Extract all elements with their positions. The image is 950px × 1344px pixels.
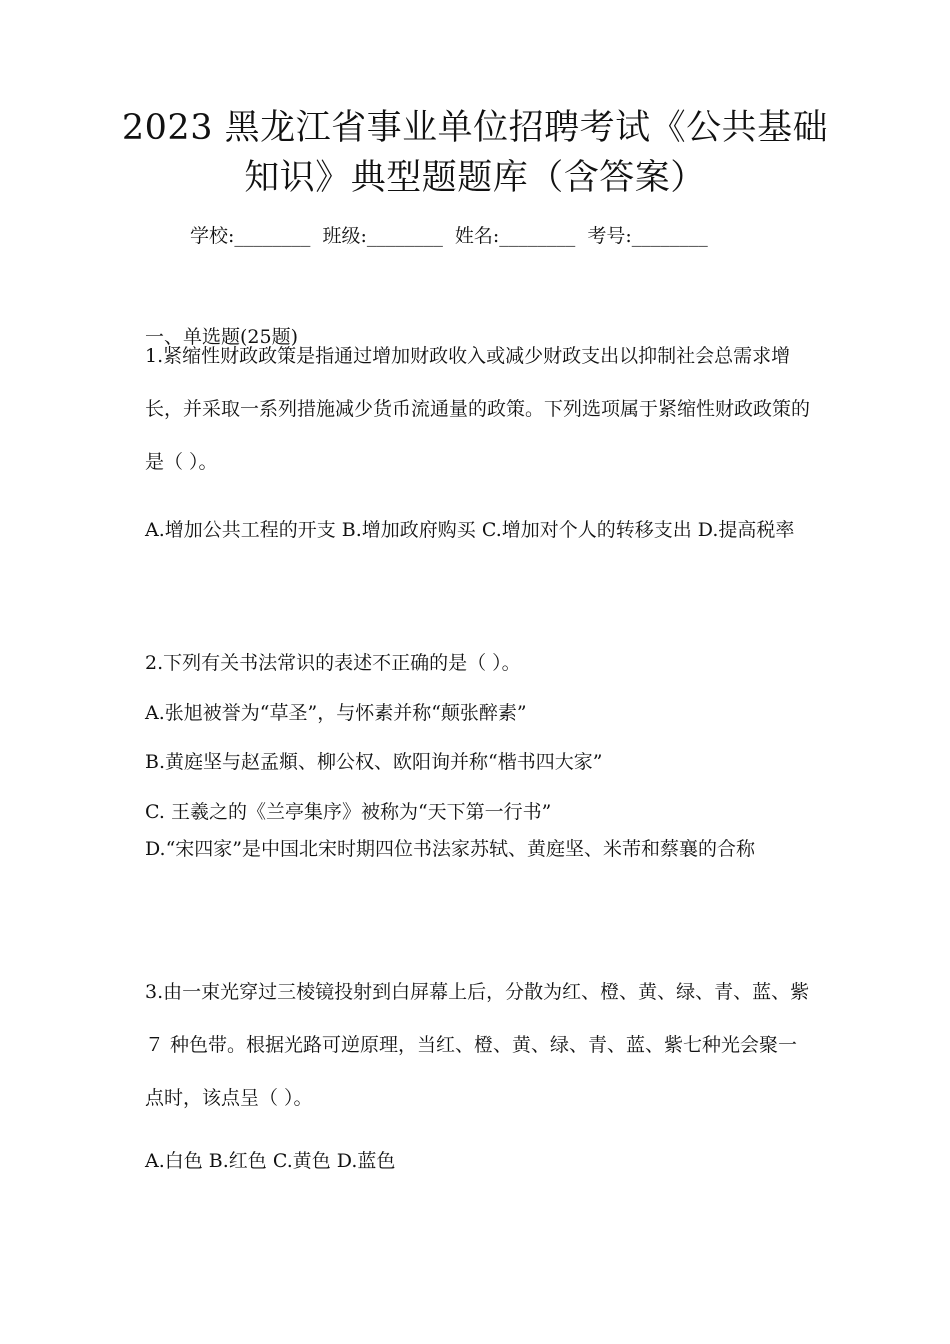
question-2-option-b: B.黄庭坚与赵孟頫、柳公权、欧阳询并称“楷书四大家” [145, 751, 603, 773]
student-info-row [190, 220, 810, 252]
question-2-option-a: A.张旭被誉为“草圣”，与怀素并称“颠张醉素” [145, 702, 527, 724]
name-field: 姓名:________ [454, 225, 576, 247]
class-field: 班级:________ [322, 225, 443, 247]
document-title-line-2: 知识》典型题题库（含答案） [244, 158, 706, 198]
document-title-line-1: 2023 黑龙江省事业单位招聘考试《公共基础 [121, 108, 829, 148]
question-3-stem: 3.由一束光穿过三棱镜投射到白屏幕上后，分散为红、橙、黄、绿、青、蓝、紫７ 种色带。根据光路可逆原理，当红、橙、黄、绿、青、蓝、紫七种光会聚一点时，该点呈（ ）。 [145, 981, 810, 1109]
question-1-options: A.增加公共工程的开支 B.增加政府购买 C.增加对个人的转移支出 D.提高税率 [145, 519, 795, 541]
question-3-options: A.白色 B.红色 C.黄色 D.蓝色 [145, 1150, 396, 1172]
question-2-stem: 2.下列有关书法常识的表述不正确的是（ ）。 [145, 652, 521, 674]
question-1-stem: 1.紧缩性财政政策是指通过增加财政收入或减少财政支出以抑制社会总需求增长，并采取一系列措施减少货币流通量的政策。下列选项属于紧缩性财政政策的是（ ）。 [145, 345, 811, 473]
section-heading: 一、单选题(25题) [145, 326, 299, 348]
school-field: 学校:________ [190, 225, 311, 247]
question-2-option-d: D.“宋四家”是中国北宋时期四位书法家苏轼、黄庭坚、米芾和蔡襄的合称 [145, 838, 756, 860]
question-2-option-c: C. 王羲之的《兰亭集序》被称为“天下第一行书” [145, 801, 552, 823]
exam-number-field: 考号:________ [587, 225, 708, 247]
